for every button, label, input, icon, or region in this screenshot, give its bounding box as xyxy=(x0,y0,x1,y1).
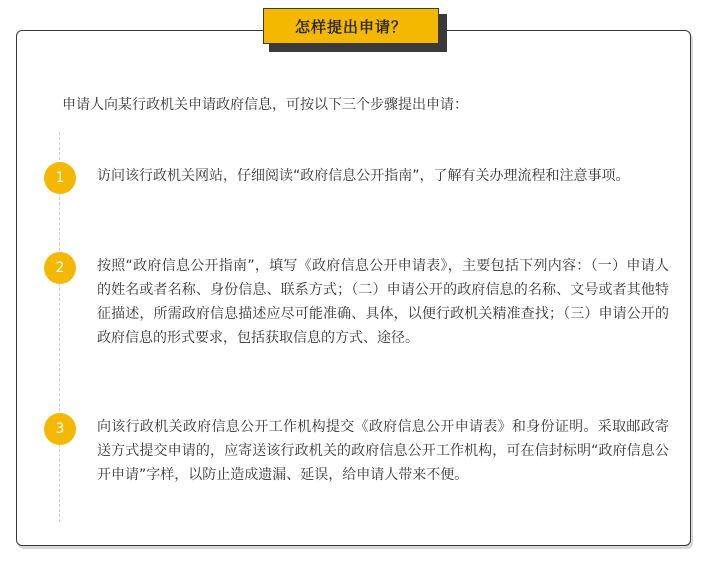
step-text: 按照“政府信息公开指南”，填写《政府信息公开申请表》，主要包括下列内容：（一）申请人的姓名或者名称、身份信息、联系方式；（二）申请公开的政府信息的名称、文号或者其他特征描述，所需政府信息描述应尽可能准确、具体，以便行政机关精准查找；（三）申请公开的政府信息的形式要求，包括获取信息的方式、途径。 xyxy=(97,258,669,346)
step-text: 访问该行政机关网站，仔细阅读“政府信息公开指南”，了解有关办理流程和注意事项。 xyxy=(97,168,630,184)
step-number-badge: 2 xyxy=(44,252,76,284)
page-title: 怎样提出申请？ xyxy=(263,8,439,44)
step-number-badge: 3 xyxy=(44,413,76,445)
step-number-badge: 1 xyxy=(44,162,76,194)
intro-text: 申请人向某行政机关申请政府信息，可按以下三个步骤提出申请： xyxy=(62,97,468,113)
step-text: 向该行政机关政府信息公开工作机构提交《政府信息公开申请表》和身份证明。采取邮政寄送方式提交申请的，应寄送该行政机关的政府信息公开工作机构，可在信封标明“政府信息公开申请”字样，以防止造成遗漏、延误，给申请人带来不便。 xyxy=(97,419,669,483)
